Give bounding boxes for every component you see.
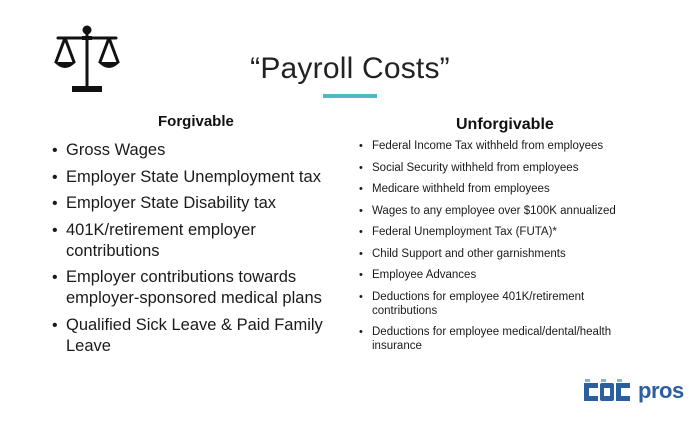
unforgivable-item-health-deductions: • Deductions for employee medical/dental/health insurance bbox=[358, 325, 648, 353]
unforgivable-item-futa: • Federal Unemployment Tax (FUTA)* bbox=[358, 225, 648, 239]
unforgivable-item-401k-deductions: • Deductions for employee 401K/retirement contributions bbox=[358, 290, 648, 318]
forgivable-item-state-disability: • Employer State Disability tax bbox=[52, 193, 352, 214]
title-underline bbox=[323, 94, 377, 98]
forgivable-heading: Forgivable bbox=[158, 113, 234, 130]
unforgivable-item-employee-advances: • Employee Advances bbox=[358, 268, 648, 282]
forgivable-item-medical-plans: • Employer contributions towards employer-sponsored medical plans bbox=[52, 267, 352, 309]
unforgivable-list bbox=[358, 139, 648, 361]
unforgivable-item-wages-over-100k: • Wages to any employee over $100K annualized bbox=[358, 204, 648, 218]
unforgivable-heading: Unforgivable bbox=[456, 116, 554, 133]
forgivable-item-gross-wages: • Gross Wages bbox=[52, 140, 352, 161]
page-title: “Payroll Costs” bbox=[250, 52, 450, 85]
unforgivable-item-medicare: • Medicare withheld from employees bbox=[358, 182, 648, 196]
forgivable-item-retirement: • 401K/retirement employer contributions bbox=[52, 220, 352, 262]
forgivable-list bbox=[52, 140, 352, 362]
unforgivable-item-social-security: • Social Security withheld from employees bbox=[358, 161, 648, 175]
forgivable-item-state-unemployment: • Employer State Unemployment tax bbox=[52, 167, 352, 188]
unforgivable-item-federal-income-tax: • Federal Income Tax withheld from employees bbox=[358, 139, 648, 153]
forgivable-item-sick-leave: • Qualified Sick Leave & Paid Family Leave bbox=[52, 315, 352, 357]
logo-text: pros bbox=[638, 378, 684, 403]
unforgivable-item-child-support: • Child Support and other garnishments bbox=[358, 247, 648, 261]
